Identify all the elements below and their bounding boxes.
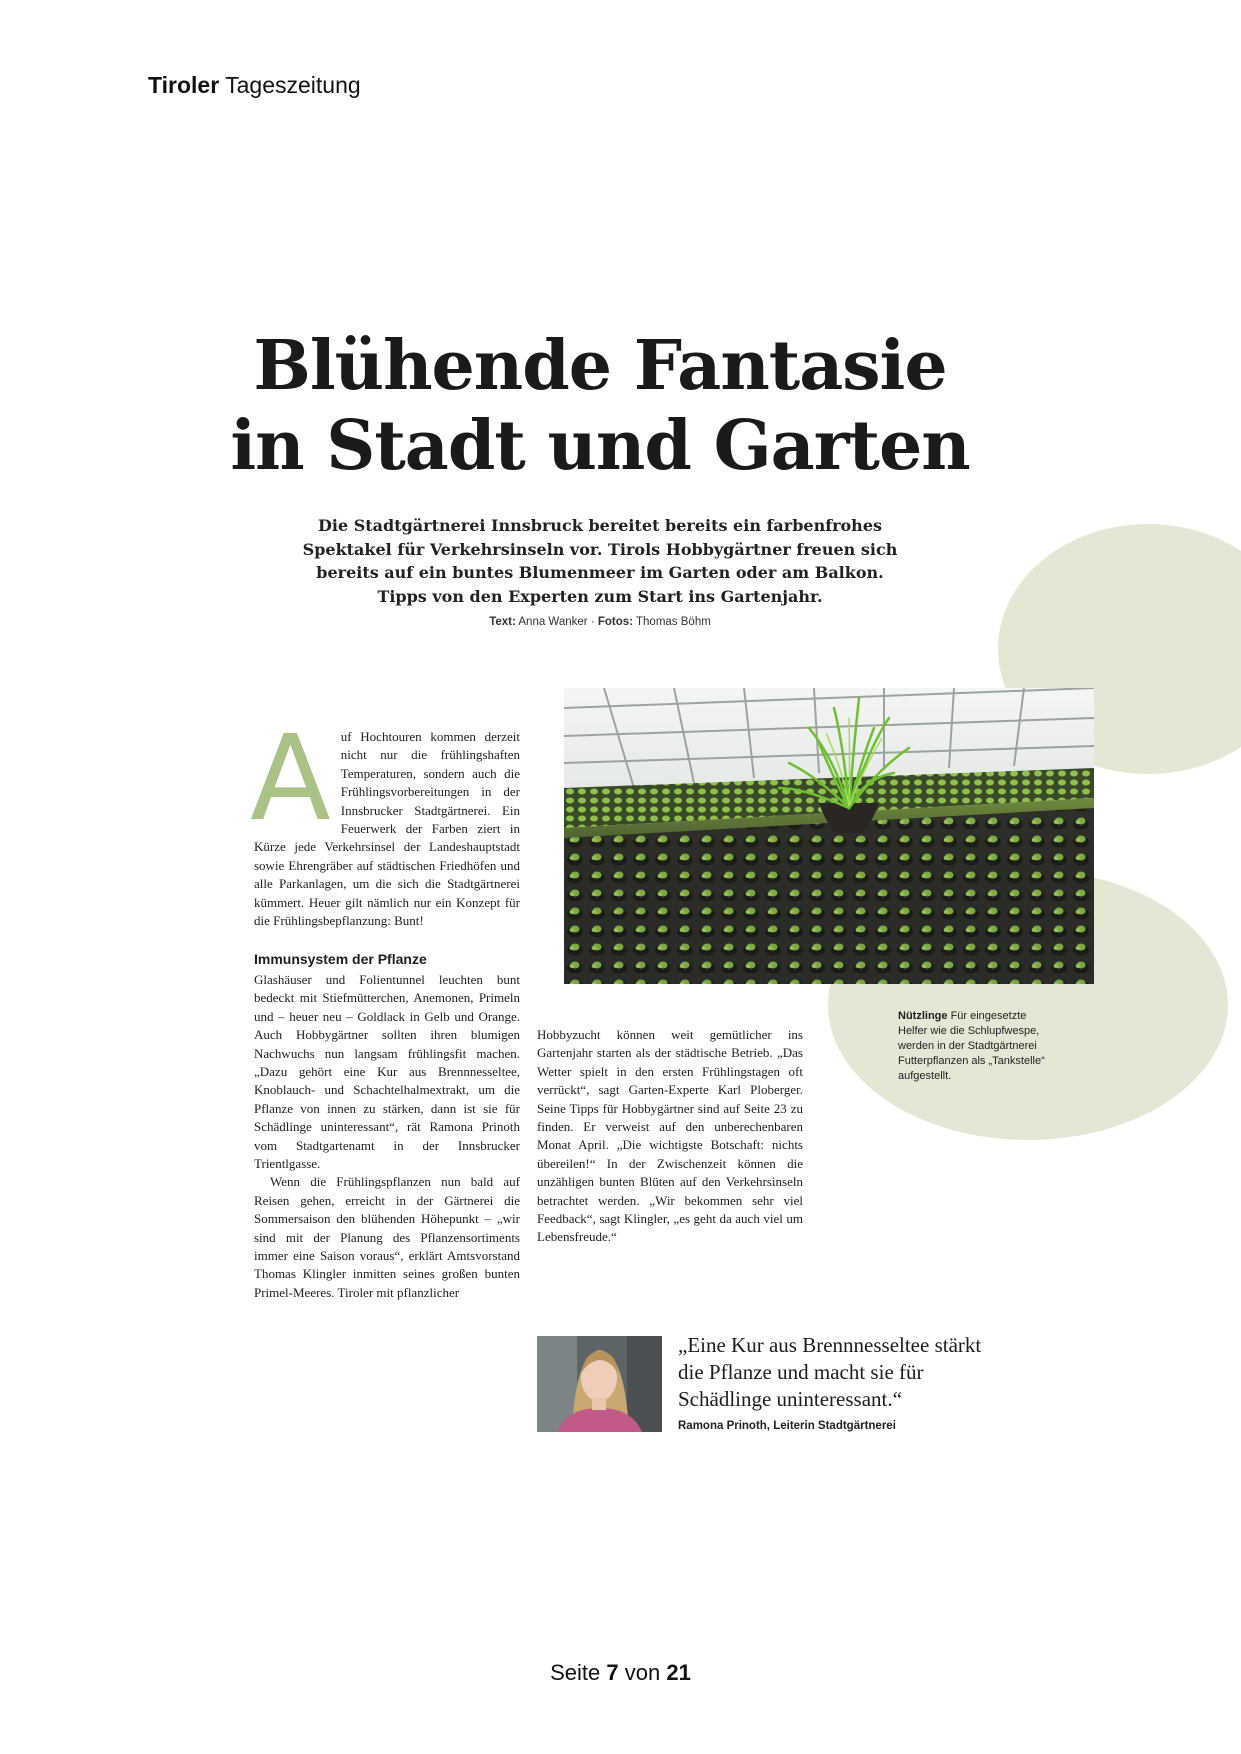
page-number-middle: von: [624, 1660, 661, 1685]
article-paragraph-2: Wenn die Frühlingspflanzen nun bald auf Reisen gehen, erreicht in der Gärtnerei die Sommersaison den blühenden Höhepunkt – „wir sind mit der Planung des Pflanzensortiments immer eine Saison voraus“, erklärt Amtsvorstand Thomas Klingler inmitten seines großen bunten Primel-Meeres. Tiroler mit pflanzlicher: [254, 1174, 520, 1300]
page-number-current: 7: [606, 1660, 619, 1685]
pull-quote: „Eine Kur aus Brennnesseltee stärkt die Pflanze und macht sie für Schädlinge uninteressant.“: [678, 1333, 982, 1411]
headline-line-1: Blühende Fantasie: [253, 326, 947, 406]
publication-name-bold: Tiroler: [148, 72, 220, 98]
greenhouse-image: [564, 688, 1094, 984]
article-deck: Die Stadtgärtnerei Innsbruck bereitet bereits ein farbenfrohes Spektakel für Verkehrsinseln vor. Tirols Hobbygärtner freuen sich bereits auf ein buntes Blumenmeer im Garten oder am Balkon. Tipps von den Experten zum Start ins Gartenjahr.: [302, 516, 898, 606]
article-intro: [250, 709, 520, 930]
publication-name: [148, 72, 361, 99]
portrait-photo: [537, 1336, 662, 1432]
headline: [220, 326, 980, 486]
article-paragraph-3: Hobbyzucht können weit gemütlicher ins Gartenjahr starten als der städtische Betrieb. „Das Wetter spielt in den ersten Frühlingstagen oft verrückt“, sagt Garten-Experte Karl Ploberger. Seine Tipps für Hobbygärtner sind auf Seite 23 zu finden. Er verweist auf den unberechenbaren Monat April. „Die wichtigste Botschaft: nichts übereilen!“ In der Zwischenzeit können die unzähligen bunten Blüten auf den Verkehrsinseln betrachtet werden. „Wir bekommen sehr viel Feedback“, sagt Klingler, „es geht da auch viel um Lebensfreude.“: [537, 1027, 803, 1245]
portrait-image: [537, 1336, 662, 1432]
publication-name-rest: Tageszeitung: [225, 72, 361, 98]
page-number: [0, 1660, 1241, 1686]
photo-credit-label: Fotos:: [597, 616, 634, 628]
text-credit-label: Text:: [489, 616, 516, 628]
credit-separator: ·: [590, 616, 595, 628]
page-number-prefix: Seite: [550, 1660, 601, 1685]
article-subheading: Immunsystem der Pflanze: [254, 951, 427, 968]
photo-caption: [898, 1009, 1058, 1084]
article-paragraph-1: Glashäuser und Folientunnel leuchten bunt bedeckt mit Stiefmütterchen, Anemonen, Primeln und – heuer neu – Goldlack in Gelb und Orange. Auch Hobbygärtner sollten ihren blumigen Nachwuchs nun langsam frühlingsfit machen. „Dazu gehört eine Kur aus Brennnesseltee, Knoblauch- und Schachtelhalmextrakt, um die Pflanze von innen zu stärken, dann ist sie für Schädlinge uninteressant“, rät Ramona Prinoth vom Stadtgartenamt in der Innsbrucker Trientlgasse.: [254, 971, 520, 1171]
text-credit-author: Anna Wanker: [518, 616, 588, 628]
headline-line-2: in Stadt und Garten: [230, 406, 970, 486]
photo-caption-text: Für eingesetzte Helfer wie die Schlupfwespe, werden in der Stadtgärtnerei Futterpflanzen als „Tankstelle“ aufgestellt.: [898, 1010, 1045, 1082]
page-number-total: 21: [666, 1660, 691, 1685]
photo-caption-title: Nützlinge: [898, 1010, 948, 1022]
pull-quote-attribution: Ramona Prinoth, Leiterin Stadtgärtnerei: [678, 1420, 896, 1432]
article-credits: [290, 616, 910, 628]
article-intro-text: uf Hochtouren kommen derzeit nicht nur die frühlingshaften Temperaturen, sondern auch die Frühlingsvorbereitungen in der Innsbrucker Stadtgärtnerei. Ein Feuerwerk der Farben ziert in Kürze jede Verkehrsinsel der Landeshauptstadt sowie Ehrengräber auf städtischen Friedhöfen und alle Parkanlagen, um die sich die Stadtgärtnerei kümmert. Heuer gilt nämlich nur ein Konzept für die Frühlingsbepflanzung: Bunt!: [254, 729, 520, 929]
greenhouse-photo: [564, 688, 1094, 984]
drop-cap: A: [250, 709, 331, 847]
photo-credit-author: Thomas Böhm: [636, 616, 711, 628]
article-column-1: [250, 709, 520, 1302]
